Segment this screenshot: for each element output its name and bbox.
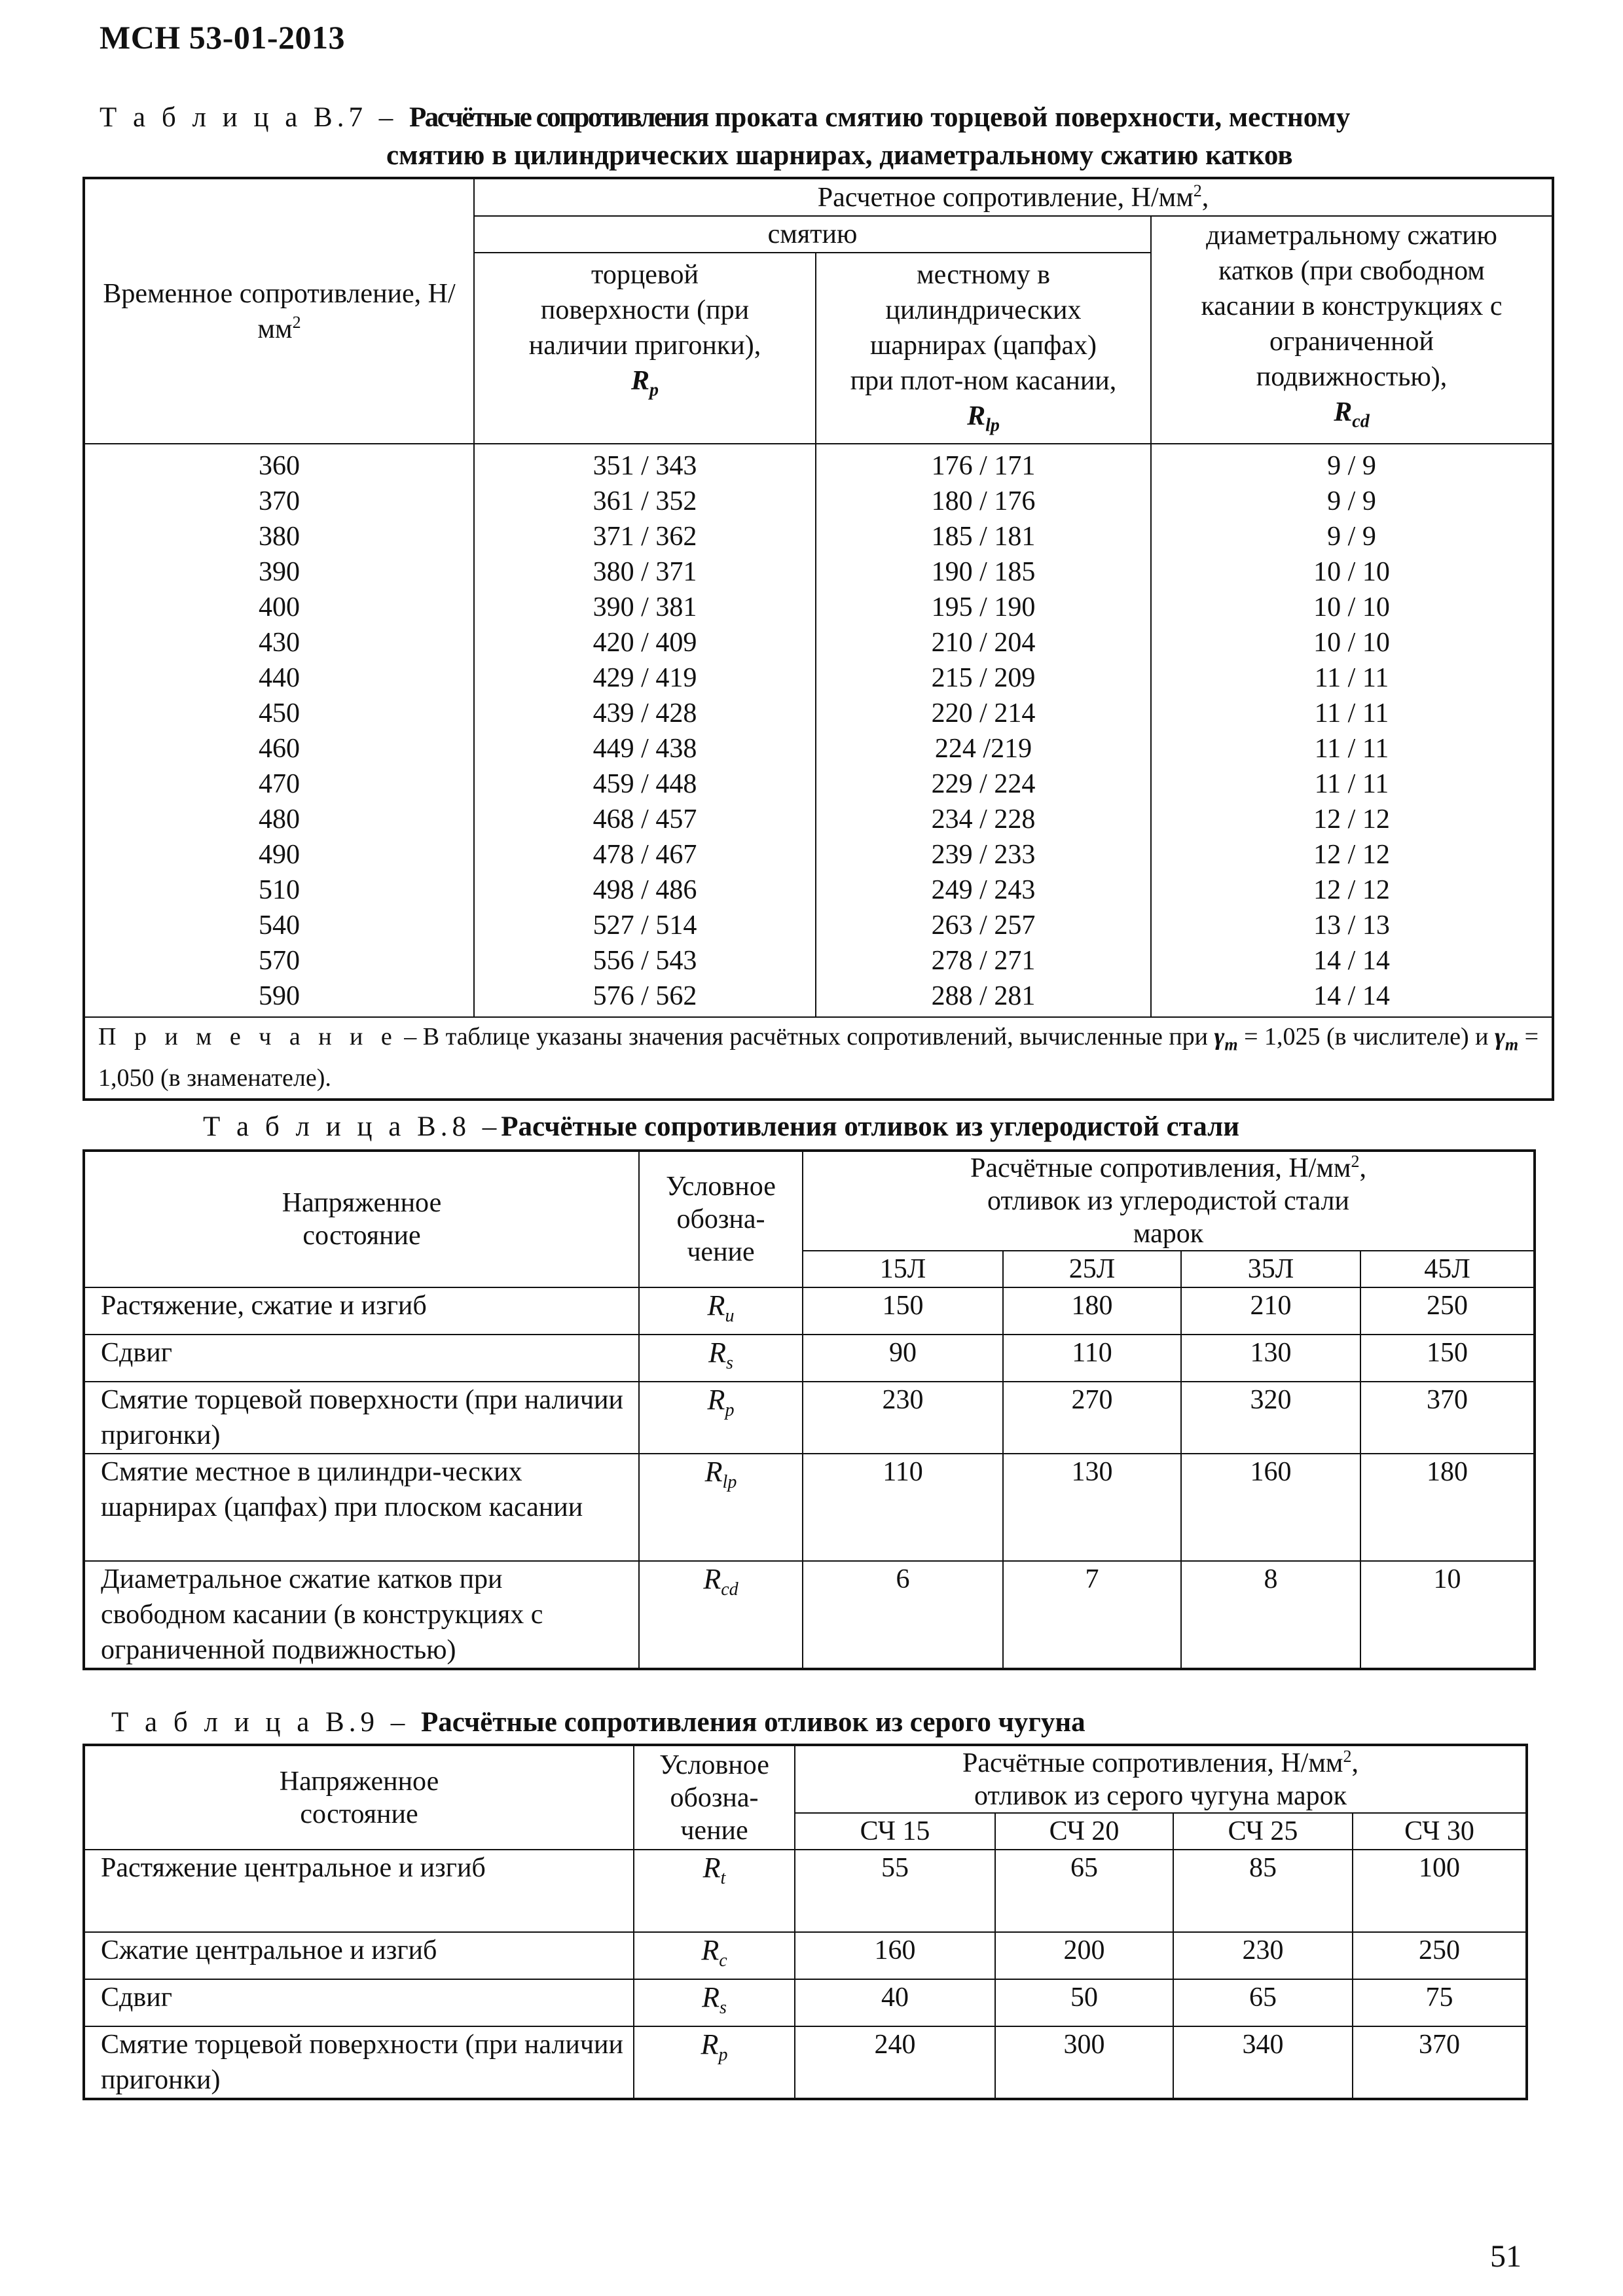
table-row <box>84 1454 1535 1561</box>
b7-cell: 239 / 233 <box>931 840 1036 870</box>
table-row <box>84 2026 1527 2099</box>
b7-cell: 450 <box>259 698 300 729</box>
b7-cell: 590 <box>259 981 300 1012</box>
grade-header: 35Л <box>1181 1251 1360 1287</box>
table-b7-caption-line2: смятию в цилиндрических шарнирах, диаметральному сжатию катков <box>386 140 1293 171</box>
b7-cell: 229 / 224 <box>931 769 1036 800</box>
stress-state-label: Смятие местное в цилиндри-ческих шарнирах (цапфах) при плоском касании <box>84 1454 639 1561</box>
b9-header-state: Напряженное состояние <box>84 1745 634 1850</box>
b8-header-state: Напряженное состояние <box>84 1151 639 1287</box>
b7-cell: 12 / 12 <box>1313 804 1390 835</box>
b7-cell: 361 / 352 <box>593 486 697 517</box>
page-number: 51 <box>1490 2239 1522 2274</box>
b7-cell: 195 / 190 <box>931 592 1036 623</box>
resistance-value: 270 <box>1003 1382 1181 1454</box>
b7-cell: 570 <box>259 946 300 977</box>
resistance-symbol: $R_p$ <box>634 2026 795 2099</box>
resistance-value: 340 <box>1173 2026 1353 2099</box>
resistance-value: 110 <box>803 1454 1003 1561</box>
stress-state-label: Смятие торцевой поверхности (при наличии пригонки) <box>84 2026 634 2099</box>
b7-cell: 224 /219 <box>934 734 1032 764</box>
table-b7-caption-condensed: Расчётные сопротивления <box>409 102 708 133</box>
resistance-value: 160 <box>1181 1454 1360 1561</box>
b7-cell: 11 / 11 <box>1314 698 1389 729</box>
b7-cell: 576 / 562 <box>593 981 697 1012</box>
b7-cell: 360 <box>259 451 300 482</box>
resistance-value: 130 <box>1003 1454 1181 1561</box>
b7-cell: 14 / 14 <box>1313 946 1390 977</box>
b7-note-label: П р и м е ч а н и е <box>98 1023 398 1051</box>
table-b8 <box>82 1149 1536 1670</box>
b7-cell: 440 <box>259 663 300 694</box>
grade-header: СЧ 15 <box>795 1813 995 1850</box>
b7-cell: 12 / 12 <box>1313 840 1390 870</box>
stress-state-label: Сжатие центральное и изгиб <box>84 1932 634 1979</box>
b7-header-diametral: диаметральному сжатию катков (при свободном касании в конструкциях с ограниченной подвижностью), $R_{cd}$ <box>1151 216 1553 444</box>
resistance-symbol: $R_c$ <box>634 1932 795 1979</box>
b7-symbol-rlp: $R_{lp}$ <box>967 401 1000 436</box>
resistance-value: 320 <box>1181 1382 1360 1454</box>
b7-cell: 9 / 9 <box>1327 451 1376 482</box>
stress-state-label: Растяжение, сжатие и изгиб <box>84 1287 639 1335</box>
table-b9 <box>82 1744 1528 2100</box>
b7-symbol-rp: $R_p$ <box>630 366 659 401</box>
b7-cell: 278 / 271 <box>931 946 1036 977</box>
b7-header-local: местному в цилиндрических шарнирах (цапфах) при плот-ном касании, $R_{lp}$ <box>816 253 1151 444</box>
b7-cell: 380 / 371 <box>593 557 697 588</box>
b7-cell: 371 / 362 <box>593 522 697 552</box>
document-code: МСН 53-01-2013 <box>100 19 345 56</box>
resistance-value: 180 <box>1003 1287 1181 1335</box>
resistance-value: 230 <box>1173 1932 1353 1979</box>
resistance-value: 100 <box>1353 1850 1527 1932</box>
b7-cell: 11 / 11 <box>1314 769 1389 800</box>
b7-cell: 480 <box>259 804 300 835</box>
table-row <box>84 1287 1535 1335</box>
resistance-symbol: $R_{lp}$ <box>639 1454 803 1561</box>
b8-header-resistance: Расчётные сопротивления, $Н/мм^2$, отливок из углеродистой стали марок <box>803 1151 1535 1251</box>
resistance-value: 8 <box>1181 1561 1360 1669</box>
resistance-value: 250 <box>1353 1932 1527 1979</box>
resistance-value: 110 <box>1003 1335 1181 1382</box>
resistance-symbol: $R_s$ <box>634 1979 795 2026</box>
stress-state-label: Растяжение центральное и изгиб <box>84 1850 634 1932</box>
b7-column-strength <box>84 444 474 1017</box>
b7-cell: 380 <box>259 522 300 552</box>
b7-cell: 460 <box>259 734 300 764</box>
resistance-value: 55 <box>795 1850 995 1932</box>
b7-cell: 263 / 257 <box>931 910 1036 941</box>
b7-cell: 288 / 281 <box>931 981 1036 1012</box>
b7-cell: 449 / 438 <box>593 734 697 764</box>
b8-header-symbol: Условное обозна-чение <box>639 1151 803 1287</box>
b7-cell: 249 / 243 <box>931 875 1036 906</box>
resistance-symbol: $R_u$ <box>639 1287 803 1335</box>
b7-cell: 9 / 9 <box>1327 522 1376 552</box>
resistance-value: 370 <box>1360 1382 1535 1454</box>
grade-header: 45Л <box>1360 1251 1535 1287</box>
grade-header: СЧ 25 <box>1173 1813 1353 1850</box>
b7-cell: 220 / 214 <box>931 698 1036 729</box>
table-b9-caption-prefix: Т а б л и ц а В.9 – <box>111 1707 421 1738</box>
resistance-value: 90 <box>803 1335 1003 1382</box>
table-b8-caption <box>203 1107 1239 1147</box>
b7-cell: 185 / 181 <box>931 522 1036 552</box>
resistance-value: 130 <box>1181 1335 1360 1382</box>
grade-header: 15Л <box>803 1251 1003 1287</box>
table-b7-caption-prefix: Т а б л и ц а В.7 – <box>100 102 409 133</box>
b7-cell: 9 / 9 <box>1327 486 1376 517</box>
b7-note: П р и м е ч а н и е – В таблице указаны значения расчётных сопротивлений, вычисленные при $\gamma_m = 1,025$ (в числителе) и $\gamma_m = 1,050$ (в знаменателе). <box>84 1017 1553 1100</box>
stress-state-label: Смятие торцевой поверхности (при наличии пригонки) <box>84 1382 639 1454</box>
resistance-value: 10 <box>1360 1561 1535 1669</box>
b7-cell: 556 / 543 <box>593 946 697 977</box>
grade-header: СЧ 20 <box>995 1813 1173 1850</box>
b7-column-rcd <box>1151 444 1553 1017</box>
b7-header-resistance: Расчетное сопротивление, $Н/мм^2$, <box>474 178 1553 216</box>
b7-cell: 234 / 228 <box>931 804 1036 835</box>
table-row <box>84 1932 1527 1979</box>
resistance-value: 65 <box>1173 1979 1353 2026</box>
gamma-m-symbol: $\gamma_m$ <box>1495 1023 1519 1054</box>
resistance-value: 210 <box>1181 1287 1360 1335</box>
b7-cell: 420 / 409 <box>593 628 697 658</box>
resistance-symbol: $R_s$ <box>639 1335 803 1382</box>
resistance-value: 250 <box>1360 1287 1535 1335</box>
b7-cell: 10 / 10 <box>1313 628 1390 658</box>
stress-state-label: Диаметральное сжатие катков при свободном касании (в конструкциях с ограниченной подвижностью) <box>84 1561 639 1669</box>
table-row <box>84 1979 1527 2026</box>
b7-cell: 10 / 10 <box>1313 557 1390 588</box>
table-b9-caption-title: Расчётные сопротивления отливок из серого чугуна <box>420 1707 1085 1738</box>
resistance-value: 160 <box>795 1932 995 1979</box>
stress-state-label: Сдвиг <box>84 1335 639 1382</box>
b7-cell: 370 <box>259 486 300 517</box>
b7-cell: 430 <box>259 628 300 658</box>
resistance-value: 6 <box>803 1561 1003 1669</box>
b7-cell: 459 / 448 <box>593 769 697 800</box>
table-b8-caption-prefix: Т а б л и ц а В.8 – <box>203 1111 501 1142</box>
resistance-symbol: $R_t$ <box>634 1850 795 1932</box>
b7-cell: 390 / 381 <box>593 592 697 623</box>
gamma-m-symbol: $\gamma_m$ <box>1214 1023 1238 1054</box>
table-row <box>84 1850 1527 1932</box>
b7-cell: 14 / 14 <box>1313 981 1390 1012</box>
resistance-value: 230 <box>803 1382 1003 1454</box>
b7-cell: 478 / 467 <box>593 840 697 870</box>
b7-cell: 540 <box>259 910 300 941</box>
b7-cell: 351 / 343 <box>593 451 697 482</box>
b9-header-resistance: Расчётные сопротивления, $Н/мм^2$, отливок из серого чугуна марок <box>795 1745 1527 1813</box>
b7-cell: 468 / 457 <box>593 804 697 835</box>
b7-header-strength: Временное сопротивление, $Н/мм^2$ <box>84 178 474 444</box>
b7-cell: 490 <box>259 840 300 870</box>
table-b7-caption-text-1: проката смятию торцевой поверхности, местному <box>707 102 1351 133</box>
b7-cell: 215 / 209 <box>931 663 1036 694</box>
b7-column-rp <box>474 444 816 1017</box>
resistance-value: 150 <box>803 1287 1003 1335</box>
b7-header-crushing: смятию <box>474 216 1151 253</box>
grade-header: СЧ 30 <box>1353 1813 1527 1850</box>
resistance-value: 300 <box>995 2026 1173 2099</box>
table-row <box>84 1561 1535 1669</box>
table-b8-caption-title: Расчётные сопротивления отливок из углеродистой стали <box>501 1111 1239 1142</box>
b7-header-end-surface: торцевой поверхности (при наличии пригонки), $R_p$ <box>474 253 816 444</box>
b7-cell: 13 / 13 <box>1313 910 1390 941</box>
grade-header: 25Л <box>1003 1251 1181 1287</box>
b7-cell: 12 / 12 <box>1313 875 1390 906</box>
resistance-value: 85 <box>1173 1850 1353 1932</box>
b7-symbol-rcd: $R_{cd}$ <box>1334 397 1370 432</box>
table-row <box>84 1382 1535 1454</box>
b7-column-rlp <box>816 444 1151 1017</box>
resistance-value: 7 <box>1003 1561 1181 1669</box>
table-b7 <box>82 177 1554 1101</box>
b7-cell: 400 <box>259 592 300 623</box>
b7-cell: 180 / 176 <box>931 486 1036 517</box>
b7-cell: 439 / 428 <box>593 698 697 729</box>
b7-cell: 190 / 185 <box>931 557 1036 588</box>
resistance-value: 240 <box>795 2026 995 2099</box>
resistance-value: 65 <box>995 1850 1173 1932</box>
b7-cell: 176 / 171 <box>931 451 1036 482</box>
b7-cell: 470 <box>259 769 300 800</box>
b7-cell: 498 / 486 <box>593 875 697 906</box>
table-b7-caption-line1 <box>100 98 1350 137</box>
table-row <box>84 1335 1535 1382</box>
table-b9-caption <box>111 1703 1085 1742</box>
resistance-symbol: $R_{cd}$ <box>639 1561 803 1669</box>
resistance-value: 370 <box>1353 2026 1527 2099</box>
stress-state-label: Сдвиг <box>84 1979 634 2026</box>
b7-cell: 527 / 514 <box>593 910 697 941</box>
b7-cell: 510 <box>259 875 300 906</box>
b7-cell: 11 / 11 <box>1314 734 1389 764</box>
b7-cell: 11 / 11 <box>1314 663 1389 694</box>
resistance-symbol: $R_p$ <box>639 1382 803 1454</box>
b7-cell: 390 <box>259 557 300 588</box>
b7-cell: 10 / 10 <box>1313 592 1390 623</box>
resistance-value: 50 <box>995 1979 1173 2026</box>
b7-cell: 429 / 419 <box>593 663 697 694</box>
resistance-value: 200 <box>995 1932 1173 1979</box>
resistance-value: 180 <box>1360 1454 1535 1561</box>
resistance-value: 75 <box>1353 1979 1527 2026</box>
resistance-value: 40 <box>795 1979 995 2026</box>
resistance-value: 150 <box>1360 1335 1535 1382</box>
b9-header-symbol: Условное обозна-чение <box>634 1745 795 1850</box>
b7-cell: 210 / 204 <box>931 628 1036 658</box>
